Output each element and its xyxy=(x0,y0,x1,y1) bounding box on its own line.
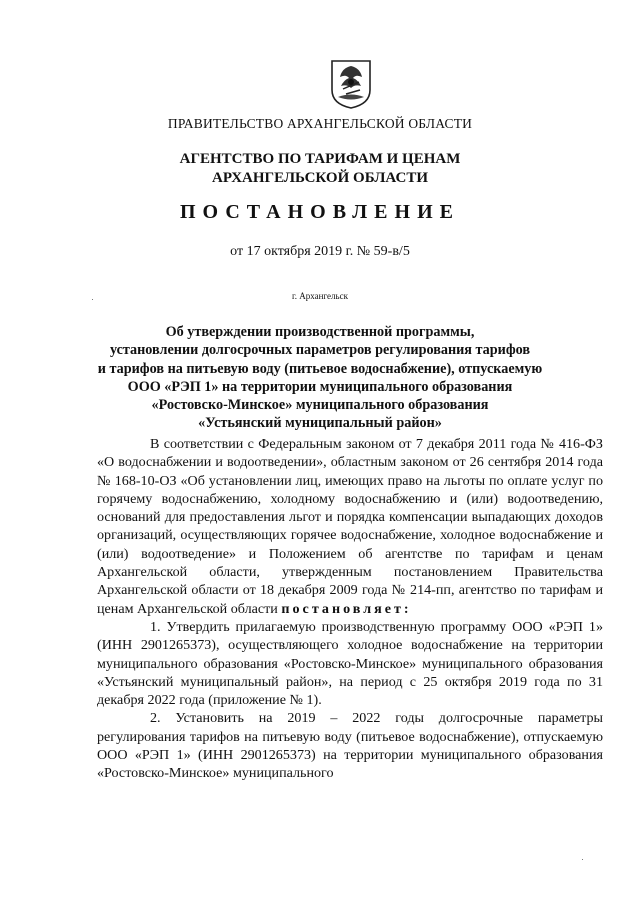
document-type-title: ПОСТАНОВЛЕНИЕ xyxy=(180,201,460,223)
item-1-paragraph: 1. Утвердить прилагаемую производственную программу ООО «РЭП 1» (ИНН 2901265373), осуществляющего холодное водоснабжение на территории муниципального образования «Ростовско-Минское» муниципального образования «Устьянский муниципальный район», на период с 25 октября 2019 года по 31 декабря 2022 года (приложение № 1). xyxy=(97,618,603,709)
subject-line: установлении долгосрочных параметров регулирования тарифов xyxy=(109,342,531,359)
subject-line: Об утверждении производственной программы, xyxy=(165,324,475,340)
document-body xyxy=(97,435,603,783)
subject-line: и тарифов на питьевую воду (питьевое водоснабжение), отпускаемую xyxy=(97,360,543,377)
decides-word: постановляет: xyxy=(281,600,412,617)
agency-name xyxy=(0,150,640,188)
document-city: г. Архангельск xyxy=(292,291,348,301)
coat-of-arms-icon xyxy=(329,58,373,110)
subject-line: «Ростовско-Минское» муниципального образования xyxy=(151,397,489,414)
preamble-text: В соответствии с Федеральным законом от 7 декабря 2011 года № 416-ФЗ «О водоснабжении и водоотведении», областным законом от 26 сентября 2014 года № 168-10-ОЗ «Об установлении лиц, имеющих право на льготы по оплате услуг по горячему водоснабжению, холодному водоснабжению и (или) водоотведению, оснований для предоставления льгот и порядка компенсации выпадающих доходов организаций, осуществляющих горячее водоснабжение, холодное водоснабжение и (или) водоотведение» и Положением об агентстве по тарифам и ценам Архангельской области, утвержденным постановлением Правительства Архангельской области от 18 декабря 2009 года № 214-пп, агентство по тарифам и ценам Архангельской области xyxy=(97,436,603,617)
government-name: ПРАВИТЕЛЬСТВО АРХАНГЕЛЬСКОЙ ОБЛАСТИ xyxy=(167,116,473,131)
scan-speck xyxy=(582,859,583,860)
agency-name-line: АГЕНТСТВО ПО ТАРИФАМ И ЦЕНАМ xyxy=(179,151,461,167)
document-subject xyxy=(0,323,640,433)
agency-name-line: АРХАНГЕЛЬСКОЙ ОБЛАСТИ xyxy=(212,170,428,186)
subject-line: «Устьянский муниципальный район» xyxy=(198,415,442,432)
preamble-paragraph xyxy=(97,435,603,618)
item-2-paragraph: 2. Установить на 2019 – 2022 годы долгосрочные параметры регулирования тарифов на питьевую воду (питьевое водоснабжение), отпускаемую ООО «РЭП 1» (ИНН 2901265373) на территории муниципального образования «Ростовско-Минское» муниципального xyxy=(97,710,603,782)
scan-speck xyxy=(92,299,93,300)
subject-line: ООО «РЭП 1» на территории муниципального образования xyxy=(127,378,513,395)
document-date-number: от 17 октября 2019 г. № 59-в/5 xyxy=(230,244,410,259)
